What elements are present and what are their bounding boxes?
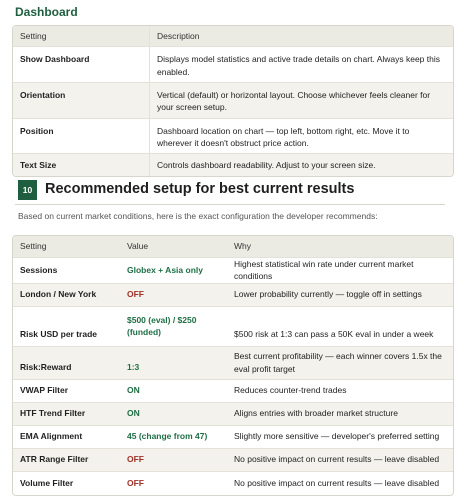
- setting-reason: Aligns entries with broader market structure: [227, 403, 453, 426]
- setting-reason: Slightly more sensitive — developer's preferred setting: [227, 426, 453, 449]
- setting-reason: Best current profitability — each winner covers 1.5x the eval profit target: [227, 347, 453, 380]
- heading-divider: [15, 204, 445, 205]
- table-row: [13, 449, 453, 472]
- table-row: [13, 307, 453, 347]
- setting-name: Orientation: [13, 83, 150, 119]
- recommended-setup-table: [12, 235, 454, 496]
- setting-value: 45 (change from 47): [120, 426, 227, 449]
- table-row: [13, 403, 453, 426]
- setting-name: Show Dashboard: [13, 47, 150, 83]
- setting-value: OFF: [127, 477, 144, 488]
- setting-value: ON: [120, 380, 227, 403]
- section-heading: Recommended setup for best current results: [45, 181, 355, 197]
- setting-reason: Reduces counter-trend trades: [227, 380, 453, 403]
- table-row: [13, 380, 453, 403]
- setting-name: VWAP Filter: [13, 380, 120, 403]
- setting-value: $500 (eval) / $250 (funded): [120, 307, 227, 347]
- column-header-why: Why: [227, 236, 453, 258]
- setting-name: Sessions: [13, 258, 120, 284]
- setting-description: Dashboard location on chart — top left, bottom right, etc. Move it to wherever it doesn't obstruct price action.: [150, 119, 453, 155]
- setting-value: ON: [120, 403, 227, 426]
- table-row: [13, 347, 453, 380]
- table-row: [13, 258, 453, 284]
- setting-reason: $500 risk at 1:3 can pass a 50K eval in under a week: [227, 307, 453, 347]
- table-row: [13, 284, 453, 307]
- section-number-badge: 10: [18, 180, 37, 200]
- column-header-value: Value: [120, 236, 227, 258]
- setting-name: Position: [13, 119, 150, 155]
- setting-reason: Highest statistical win rate under current market conditions: [227, 258, 453, 284]
- setting-name: Risk:Reward: [13, 347, 120, 380]
- column-header-setting: Setting: [13, 26, 150, 47]
- setting-name: HTF Trend Filter: [13, 403, 120, 426]
- dashboard-section-title: Dashboard: [15, 5, 78, 19]
- setting-name: London / New York: [13, 284, 120, 307]
- setting-name: Risk USD per trade: [13, 307, 120, 347]
- table-row: [13, 119, 453, 155]
- setting-description: Vertical (default) or horizontal layout. Choose whichever feels cleaner for your screen setup.: [150, 83, 453, 119]
- setting-value: OFF: [120, 284, 227, 307]
- setting-reason: No positive impact on current results — leave disabled: [234, 477, 440, 488]
- table-row: [13, 83, 453, 119]
- setting-name: Volume Filter: [20, 477, 74, 488]
- setting-name: ATR Range Filter: [13, 449, 120, 472]
- section-intro: Based on current market conditions, here is the exact configuration the developer recommends:: [18, 211, 378, 221]
- setting-reason: No positive impact on current results — leave disabled: [227, 449, 453, 472]
- setting-value: 1:3: [120, 347, 227, 380]
- setting-value: Globex + Asia only: [120, 258, 227, 284]
- table-row: [13, 47, 453, 83]
- column-header-setting: Setting: [13, 236, 120, 258]
- setting-reason: Lower probability currently — toggle off in settings: [227, 284, 453, 307]
- setting-description: Controls dashboard readability. Adjust to your screen size.: [150, 154, 453, 176]
- table-row: [13, 472, 453, 495]
- setting-description: Displays model statistics and active trade details on chart. Always keep this enabled.: [150, 47, 453, 83]
- dashboard-settings-table: [12, 25, 454, 177]
- setting-name: EMA Alignment: [13, 426, 120, 449]
- table-row: [13, 426, 453, 449]
- setting-value: OFF: [120, 449, 227, 472]
- table-row: [13, 154, 453, 176]
- column-header-description: Description: [150, 26, 453, 47]
- setting-name: Text Size: [13, 154, 150, 176]
